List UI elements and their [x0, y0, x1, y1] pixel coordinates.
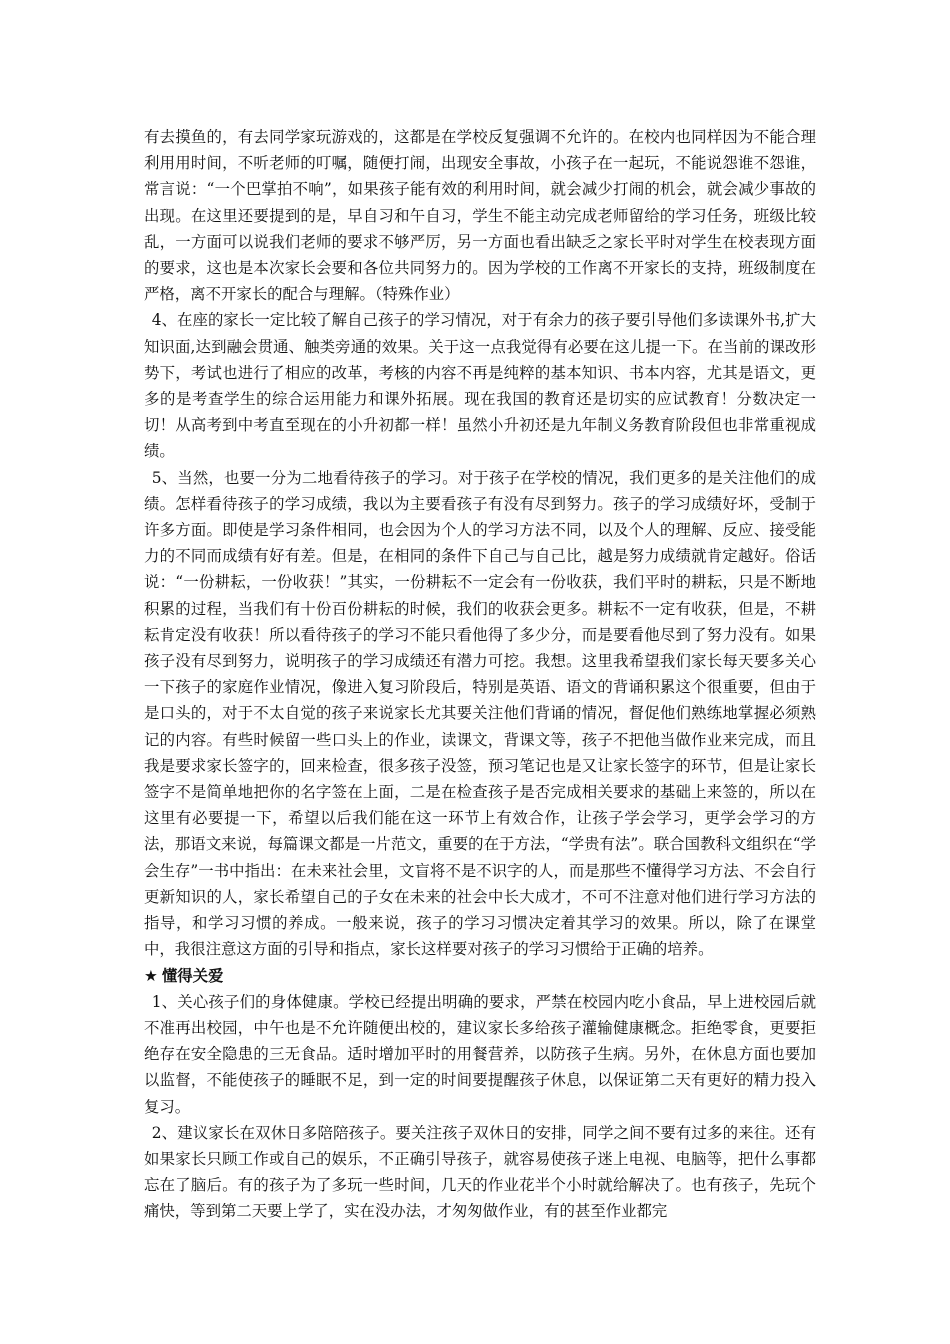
- star-icon: ★: [144, 966, 158, 985]
- body-paragraph: 4、在座的家长一定比较了解自己孩子的学习情况，对于有余力的孩子要引导他们多读课外书,扩大知识面,达到融会贯通、触类旁通的效果。关于这一点我觉得有必要在这儿提一下。在当前的课改形势下，考试也进行了相应的改革，考核的内容不再是纯粹的基本知识、书本内容，尤其是语文，更多的是考查学生的综合运用能力和课外拓展。现在我国的教育还是切实的应试教育！分数决定一切！从高考到中考直至现在的小升初都一样！虽然小升初还是九年制义务教育阶段但也非常重视成绩。: [144, 311, 816, 461]
- body-paragraph: 有去摸鱼的，有去同学家玩游戏的，这都是在学校反复强调不允许的。在校内也同样因为不能合理利用用时间，不听老师的叮嘱，随便打闹，出现安全事故，小孩子在一起玩，不能说怨谁不怨谁，常言说：“一个巴掌拍不响”，如果孩子能有效的利用时间，就会减少打闹的机会，就会减少事故的出现。在这里还要提到的是，早自习和午自习，学生不能主动完成老师留给的学习任务，班级比较乱，一方面可以说我们老师的要求不够严厉，另一方面也看出缺乏之家长平时对学生在校表现方面的要求，这也是本次家长会要和各位共同努力的。因为学校的工作离不开家长的支持，班级制度在严格，离不开家长的配合与理解。（特殊作业）: [144, 128, 816, 304]
- section-heading: [144, 963, 816, 989]
- body-paragraph: 2、建议家长在双休日多陪陪孩子。要关注孩子双休日的安排，同学之间不要有过多的来往。还有如果家长只顾工作或自己的娱乐，不正确引导孩子，就容易使孩子迷上电视、电脑等，把什么事都忘在了脑后。有的孩子为了多玩一些时间，几天的作业花半个小时就给解决了。也有孩子，先玩个痛快，等到第二天要上学了，实在没办法，才匆匆做作业，有的甚至作业都完: [144, 1123, 816, 1221]
- body-paragraph: 5、当然，也要一分为二地看待孩子的学习。对于孩子在学校的情况，我们更多的是关注他们的成绩。怎样看待孩子的学习成绩，我以为主要看孩子有没有尽到努力。孩子的学习成绩好坏，受制于许多方面。即使是学习条件相同，也会因为个人的学习方法不同，以及个人的理解、反应、接受能力的不同而成绩有好有差。但是，在相同的条件下自己与自己比，越是努力成绩就肯定越好。俗话说：“一份耕耘，一份收获！”其实，一份耕耘不一定会有一份收获，我们平时的耕耘，只是不断地积累的过程，当我们有十份百份耕耘的时候，我们的收获会更多。耕耘不一定有收获，但是，不耕耘肯定没有收获！所以看待孩子的学习不能只看他得了多少分，而是要看他尽到了努力没有。如果孩子没有尽到努力，说明孩子的学习成绩还有潜力可挖。我想。这里我希望我们家长每天要多关心一下孩子的家庭作业情况，像进入复习阶段后，特别是英语、语文的背诵积累这个很重要，但由于是口头的，对于不太自觉的孩子来说家长尤其要关注他们背诵的情况，督促他们熟练地掌握必须熟记的内容。有些时候留一些口头上的作业，读课文，背课文等，孩子不把他当做作业来完成，而且我是要求家长签字的，回来检查，很多孩子没签，预习笔记也是又让家长签字的环节，但是让家长签字不是简单地把你的名字签在上面，二是在检查孩子是否完成相关要求的基础上来签的，所以在这里有必要提一下，希望以后我们能在这一环节上有效合作，让孩子学会学习，更学会学习的方法，那语文来说，每篇课文都是一片范文，重要的在于方法，“学贵有法”。联合国教科文组织在“学会生存”一书中指出：在未来社会里，文盲将不是不识字的人，而是那些不懂得学习方法、不会自行更新知识的人，家长希望自己的子女在未来的社会中长大成才，不可不注意对他们进行学习方法的指导，和学习习惯的养成。一般来说，孩子的学习习惯决定着其学习的效果。所以，除了在课堂中，我很注意这方面的引导和指点，家长这样要对孩子的学习习惯给于正确的培养。: [144, 468, 816, 959]
- section-heading-text: 懂得关爱: [161, 966, 224, 985]
- body-paragraph: 1、关心孩子们的身体健康。学校已经提出明确的要求，严禁在校园内吃小食品，早上进校园后就不准再出校园，中午也是不允许随便出校的，建议家长多给孩子灌输健康概念。拒绝零食，更要拒绝存在安全隐患的三无食品。适时增加平时的用餐营养，以防孩子生病。另外，在休息方面也要加以监督，不能使孩子的睡眠不足，到一定的时间要提醒孩子休息，以保证第二天有更好的精力投入复习。: [144, 992, 816, 1116]
- document-page: [144, 124, 816, 1225]
